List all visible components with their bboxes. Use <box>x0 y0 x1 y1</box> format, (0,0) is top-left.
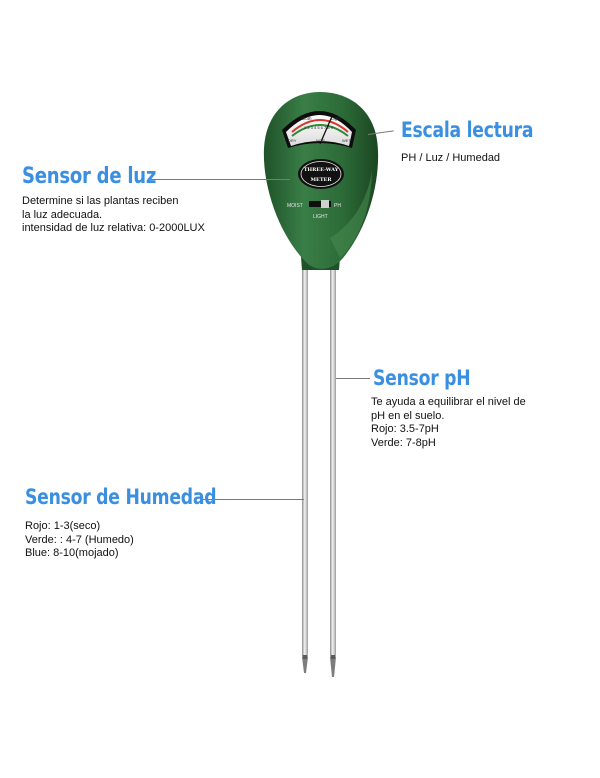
escala-heading: Escala lectura <box>401 118 534 142</box>
probe-left <box>302 262 308 673</box>
humedad-heading: Sensor de Humedad <box>25 485 217 509</box>
probe-right <box>330 262 336 677</box>
luz-line-3: intensidad de luz relativa: 0-2000LUX <box>22 222 205 234</box>
logo-badge <box>298 159 344 189</box>
dial-numbers: 1 2 3 4 5 6 7 8 9 <box>304 125 333 130</box>
humedad-line-1: Rojo: 1-3(seco) <box>25 520 101 532</box>
luz-line-1: Determine si las plantas reciben <box>22 195 179 207</box>
escala-line-1: PH / Luz / Humedad <box>401 152 501 164</box>
switch-label-moist: MOIST <box>287 203 303 209</box>
leader-ph <box>336 378 370 379</box>
dial-label-wet: WET <box>342 138 351 143</box>
mode-switch[interactable] <box>309 200 331 208</box>
dial-label-light: Light <box>331 116 341 121</box>
humedad-line-3: Blue: 8-10(mojado) <box>25 547 119 559</box>
ph-heading: Sensor pH <box>373 366 471 390</box>
ph-description <box>371 396 526 450</box>
leader-humedad <box>203 499 304 500</box>
dial-label-nor: NOR <box>316 138 325 143</box>
ph-line-3: Rojo: 3.5-7pH <box>371 423 439 435</box>
switch-label-light: LIGHT <box>313 214 328 220</box>
logo-text-meter: METER <box>310 177 332 183</box>
ph-line-4: Verde: 7-8pH <box>371 436 436 449</box>
luz-line-2: la luz adecuada. <box>22 208 103 221</box>
ph-line-2: pH en el suelo. <box>371 409 445 422</box>
switch-label-ph: PH <box>334 203 341 209</box>
humedad-description <box>25 520 134 561</box>
luz-heading: Sensor de luz <box>22 164 157 189</box>
escala-description <box>401 152 500 166</box>
ph-line-1: Te ayuda a equilibrar el nivel de <box>371 396 526 408</box>
luz-description <box>22 195 205 236</box>
dial-label-dry: DRY <box>288 138 297 143</box>
dial-label-cloth: Cloth <box>301 116 312 121</box>
logo-text-three-way: THREE-WAY <box>303 167 339 173</box>
humedad-line-2: Verde: : 4-7 (Humedo) <box>25 533 134 546</box>
leader-luz <box>150 179 290 180</box>
